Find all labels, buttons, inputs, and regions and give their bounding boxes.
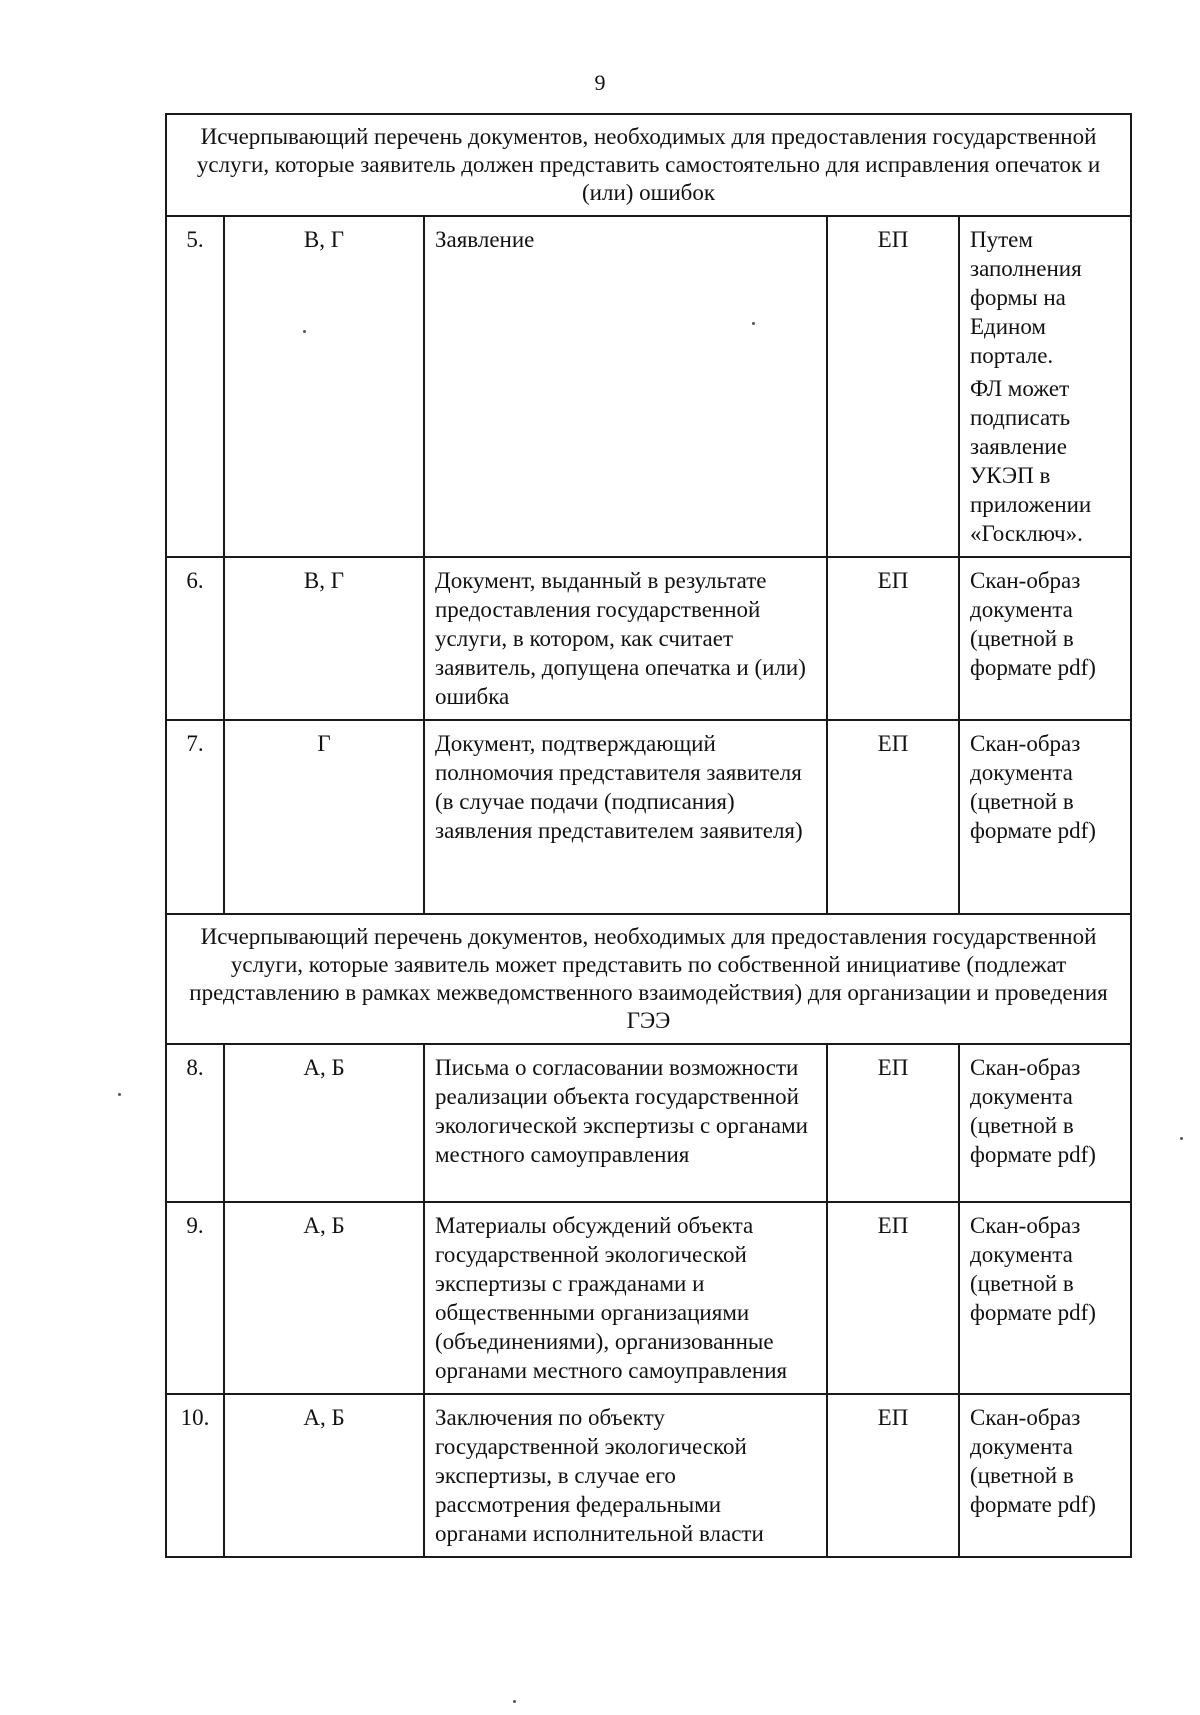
row-number: 8. [166,1044,224,1202]
section-header-row [166,914,1131,1044]
method-paragraph: Скан-образ документа (цветной в формате pdf) [970,731,1096,843]
submission-method [959,216,1131,557]
page-number: 9 [594,70,606,95]
applicant-categories: А, Б [224,1044,424,1202]
document-name: Документ, подтверждающий полномочия представителя заявителя (в случае подачи (подписания) заявления представителем заявителя) [424,720,827,914]
method-paragraph: ФЛ может подписать заявление УКЭП в приложении «Госключ». [970,376,1092,546]
document-name: Заявление [424,216,827,557]
table-row [166,1394,1131,1557]
submission-method [959,720,1131,914]
submission-form: ЕП [827,1044,959,1202]
method-paragraph: Скан-образ документа (цветной в формате pdf) [970,1405,1096,1517]
submission-method [959,557,1131,720]
submission-method [959,1394,1131,1557]
table-row [166,557,1131,720]
method-paragraph: Путем заполнения формы на Едином портале. [970,227,1082,368]
document-name: Материалы обсуждений объекта государственной экологической экспертизы с гражданами и общественными организациями (объединениями), организованные органами местного самоуправления [424,1202,827,1394]
table-row [166,1044,1131,1202]
row-number: 5. [166,216,224,557]
applicant-categories: В, Г [224,216,424,557]
scan-speck [118,1093,121,1096]
submission-form: ЕП [827,1394,959,1557]
section-header: Исчерпывающий перечень документов, необходимых для предоставления государственной услуги, которые заявитель может представить по собственной инициативе (подлежат представлению в рамках межведомственного взаимодействия) для организации и проведения ГЭЭ [166,914,1131,1044]
section-header: Исчерпывающий перечень документов, необходимых для предоставления государственной услуги, которые заявитель должен представить самостоятельно для исправления опечаток и (или) ошибок [166,114,1131,216]
row-number: 10. [166,1394,224,1557]
submission-form: ЕП [827,720,959,914]
submission-method [959,1202,1131,1394]
table-row [166,216,1131,557]
scan-speck [513,1700,516,1703]
applicant-categories: В, Г [224,557,424,720]
scan-speck [752,322,755,325]
applicant-categories: Г [224,720,424,914]
scan-speck [303,330,306,333]
submission-form: ЕП [827,1202,959,1394]
documents-table [165,113,1132,1558]
submission-method [959,1044,1131,1202]
submission-form: ЕП [827,216,959,557]
row-number: 7. [166,720,224,914]
applicant-categories: А, Б [224,1394,424,1557]
document-name: Документ, выданный в результате предоставления государственной услуги, в котором, как считает заявитель, допущена опечатка и (или) ошибка [424,557,827,720]
method-paragraph: Скан-образ документа (цветной в формате pdf) [970,1213,1096,1325]
row-number: 6. [166,557,224,720]
table-row [166,720,1131,914]
row-number: 9. [166,1202,224,1394]
document-name: Заключения по объекту государственной экологической экспертизы, в случае его рассмотрения федеральными органами исполнительной власти [424,1394,827,1557]
method-paragraph: Скан-образ документа (цветной в формате pdf) [970,568,1096,680]
document-name: Письма о согласовании возможности реализации объекта государственной экологической экспертизы с органами местного самоуправления [424,1044,827,1202]
method-paragraph: Скан-образ документа (цветной в формате pdf) [970,1055,1096,1167]
applicant-categories: А, Б [224,1202,424,1394]
table-row [166,1202,1131,1394]
submission-form: ЕП [827,557,959,720]
scan-speck [1180,1137,1183,1140]
section-header-row [166,114,1131,216]
